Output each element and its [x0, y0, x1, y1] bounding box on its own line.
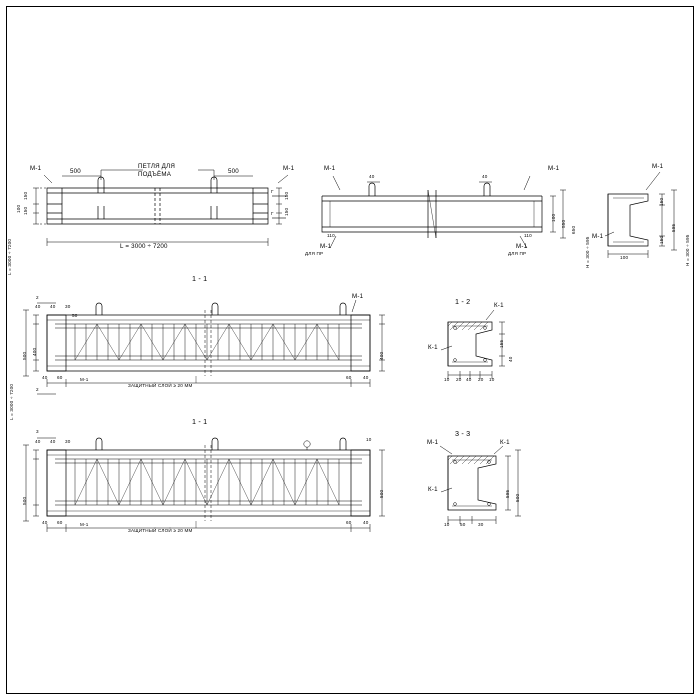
s11-left-axis-note: L = 3000 ÷ 7200 — [9, 383, 14, 420]
note-dlya-pr-right: ДЛЯ ПР — [508, 251, 527, 256]
dim-60-s44-right: 60 — [346, 520, 352, 525]
dim-150-plan-a: 150 — [23, 191, 28, 200]
dim-60-s44-left: 60 — [57, 520, 63, 525]
dim-500-s33: 500 — [515, 493, 520, 502]
dim-10-s33: 10 — [444, 522, 450, 527]
mark-m1-cs-top: М-1 — [652, 163, 664, 170]
dim-150-cs-a: 150 — [659, 197, 664, 206]
dim-595-s33: 595 — [505, 489, 510, 498]
dim-150-plan-c: 150 — [284, 191, 289, 200]
mark-m1-elev-left: М-1 — [324, 165, 336, 172]
dim-cs-height: 595 — [671, 223, 676, 232]
section-tag-g-top: Г — [271, 189, 274, 194]
dim-40-s44-top-a: 40 — [35, 439, 41, 444]
dim-100-cs-width: 100 — [620, 255, 629, 260]
mark-m1-elev-bl: М-1 — [320, 243, 332, 250]
dim-40-elev-right: 40 — [482, 174, 488, 179]
section-4-4-title: 1 - 1 — [192, 417, 208, 426]
mark-k1-s12-top: К-1 — [494, 302, 504, 309]
cs-h-note: H = 300 ÷ 595 — [685, 234, 690, 266]
cross-section-geometry — [605, 172, 677, 258]
dim-40-s11-right: 40 — [363, 375, 369, 380]
section-tag-2-top: 2 — [36, 295, 39, 300]
dim-100-plan: 100 — [16, 204, 21, 213]
dim-400-s11-right: 400 — [379, 351, 384, 360]
section-tag-2-bottom: 2 — [36, 387, 39, 392]
mark-m1-s33: М-1 — [427, 439, 439, 446]
hook-note-line2: ПОДЪЁМА — [138, 171, 172, 178]
dim-150-plan-d: 150 — [284, 207, 289, 216]
section-1-2-geometry — [441, 310, 505, 379]
dim-40-s44-right: 40 — [363, 520, 369, 525]
section-tag-g-bottom: Г — [271, 211, 274, 216]
mark-m1-s44-bottom: М-1 — [80, 522, 89, 527]
dim-400-s11: 400 — [32, 347, 37, 356]
mark-m1-plan-right: М-1 — [283, 165, 295, 172]
dim-150-plan-b: 150 — [23, 206, 28, 215]
dim-500-plan-left: 500 — [70, 168, 81, 175]
dim-30-s44-top: 30 — [65, 439, 71, 444]
top-plan-geometry — [33, 170, 288, 246]
mark-m1-s11: М-1 — [352, 293, 364, 300]
dim-30-s33: 30 — [478, 522, 484, 527]
dim-20-s12-b: 20 — [478, 377, 484, 382]
dim-650-elev: 650 — [571, 225, 576, 234]
dim-500-plan-right: 500 — [228, 168, 239, 175]
dim-10-s12-a: 10 — [444, 377, 450, 382]
dim-s11-outer: 500 — [22, 351, 27, 360]
dim-150-cs-b: 150 — [659, 235, 664, 244]
dim-40-s11-top-a: 40 — [35, 304, 41, 309]
dim-100-elev: 100 — [551, 213, 556, 222]
dim-155-s12: 155 — [499, 339, 504, 348]
mark-m1-elev-right: М-1 — [548, 165, 560, 172]
mark-m1-plan-left: М-1 — [30, 165, 42, 172]
dim-40-s11-top-b: 40 — [50, 304, 56, 309]
dim-40-elev-left: 40 — [369, 174, 375, 179]
section-1-2-title: 1 - 2 — [455, 297, 471, 306]
mark-m1-cs-left: М-1 — [592, 233, 604, 240]
section-4-4-geometry — [23, 438, 385, 532]
note-dlya-pr-left: ДЛЯ ПР — [305, 251, 324, 256]
section-1-1-title: 1 - 1 — [192, 274, 208, 283]
cover-note-s11: ЗАЩИТНЫЙ СЛОЙ ≥ 20 ММ — [128, 383, 193, 388]
dim-500-s44-right: 500 — [379, 489, 384, 498]
dim-30-s11-top: 30 — [65, 304, 71, 309]
dim-50-s33: 50 — [460, 522, 466, 527]
marker-10-s44: 10 — [366, 437, 372, 442]
plan-left-axis-note: L = 3000 ÷ 7200 — [7, 238, 12, 275]
section-tag-3: 3 — [36, 429, 39, 434]
dim-40-s44-left: 40 — [42, 520, 48, 525]
cover-note-s44: ЗАЩИТНЫЙ СЛОЙ ≥ 20 ММ — [128, 528, 193, 533]
dim-40-s12-b: 40 — [466, 377, 472, 382]
dim-40-s44-top-b: 40 — [50, 439, 56, 444]
mark-k1-s12-left: К-1 — [428, 344, 438, 351]
dim-60-s11-left: 60 — [57, 375, 63, 380]
dim-50-s11: 50 — [72, 313, 78, 318]
dim-60-s11-right: 60 — [346, 375, 352, 380]
dim-10-s12-b: 10 — [489, 377, 495, 382]
dim-s44-outer: 500 — [22, 496, 27, 505]
dim-length-plan: L = 3000 ÷ 7200 — [120, 243, 168, 250]
mark-m1-elev-br: М-1 — [516, 243, 528, 250]
section-3-3-geometry — [440, 446, 521, 524]
dim-550-elev: 550 — [561, 219, 566, 228]
mark-k1-s33-top: К-1 — [500, 439, 510, 446]
dim-20-s12-a: 20 — [456, 377, 462, 382]
hook-note-line1: ПЕТЛЯ ДЛЯ — [138, 163, 175, 170]
dim-40-s12: 40 — [508, 356, 513, 362]
dim-40-s11-left: 40 — [42, 375, 48, 380]
note-110-elev-b: 110 — [524, 233, 532, 238]
mark-m1-s11-bottom: М-1 — [80, 377, 89, 382]
elev-h-note: H = 300 ÷ 595 — [585, 236, 590, 268]
note-110-elev-a: 110 — [327, 233, 335, 238]
mark-k1-s33-left: К-1 — [428, 486, 438, 493]
section-3-3-title: 3 - 3 — [455, 429, 471, 438]
